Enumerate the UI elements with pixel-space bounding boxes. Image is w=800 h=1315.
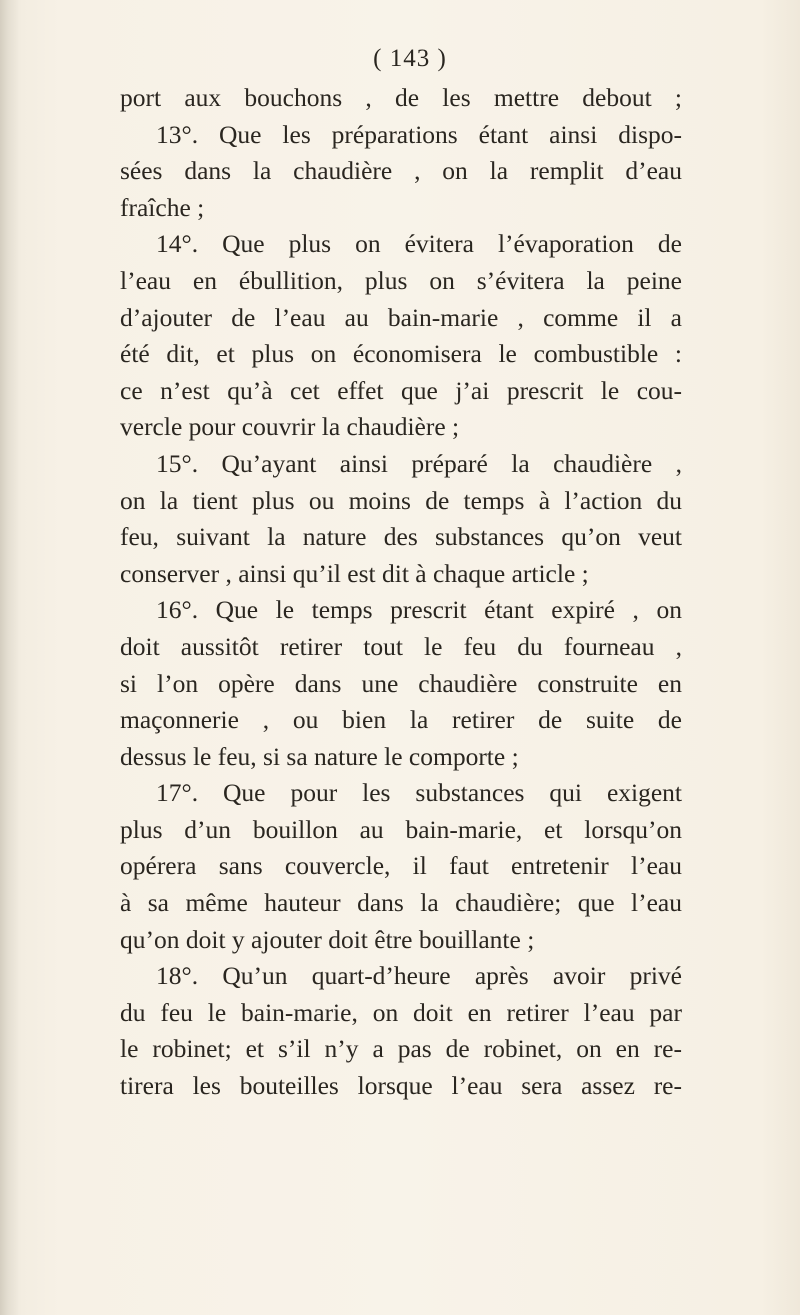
text-line: le robinet; et s’il n’y a pas de robinet, on en re- <box>120 1034 682 1064</box>
text-line: conserver , ainsi qu’il est dit à chaque article ; <box>120 558 589 588</box>
text-line: tirera les bouteilles lorsque l’eau sera assez re- <box>120 1071 682 1101</box>
text-line: 16°. Que le temps prescrit étant expiré , on <box>156 595 682 625</box>
text-line: 17°. Que pour les substances qui exigent <box>156 778 682 808</box>
text-line: opérera sans couvercle, il faut entretenir l’eau <box>120 851 682 881</box>
page-number: ( 143 ) <box>373 45 447 72</box>
text-line: d’ajouter de l’eau au bain-marie , comme il a <box>120 302 682 332</box>
text-line: fraîche ; <box>120 192 205 222</box>
text-line: 13°. Que les préparations étant ainsi dispo- <box>156 119 682 149</box>
text-line: qu’on doit y ajouter doit être bouillante ; <box>120 924 535 954</box>
text-line: maçonnerie , ou bien la retirer de suite de <box>120 705 682 735</box>
text-line: plus d’un bouillon au bain-marie, et lorsqu’on <box>120 814 682 844</box>
text-line: doit aussitôt retirer tout le feu du fourneau , <box>120 631 682 661</box>
text-line: ce n’est qu’à cet effet que j’ai prescrit le cou- <box>120 375 682 405</box>
text-line: dessus le feu, si sa nature le comporte ; <box>120 741 519 771</box>
text-line: l’eau en ébullition, plus on s’évitera la peine <box>120 265 682 295</box>
text-line: feu, suivant la nature des substances qu’on veut <box>120 522 682 552</box>
text-line: vercle pour couvrir la chaudière ; <box>120 412 460 442</box>
page-binding-edge <box>0 0 18 1315</box>
text-line: port aux bouchons , de les mettre debout ; <box>120 83 682 112</box>
text-line: été dit, et plus on économisera le combustible : <box>120 339 682 369</box>
text-line: 18°. Qu’un quart-d’heure après avoir privé <box>156 961 682 991</box>
body-text <box>120 80 682 1105</box>
text-line: 15°. Qu’ayant ainsi préparé la chaudière , <box>156 448 682 478</box>
text-line: 14°. Que plus on évitera l’évaporation de <box>156 229 682 259</box>
text-line: du feu le bain-marie, on doit en retirer l’eau par <box>120 997 682 1027</box>
text-line: sées dans la chaudière , on la remplit d’eau <box>120 156 682 186</box>
text-line: si l’on opère dans une chaudière construite en <box>120 668 682 698</box>
text-line: on la tient plus ou moins de temps à l’action du <box>120 485 682 515</box>
text-line: à sa même hauteur dans la chaudière; que l’eau <box>120 888 682 918</box>
